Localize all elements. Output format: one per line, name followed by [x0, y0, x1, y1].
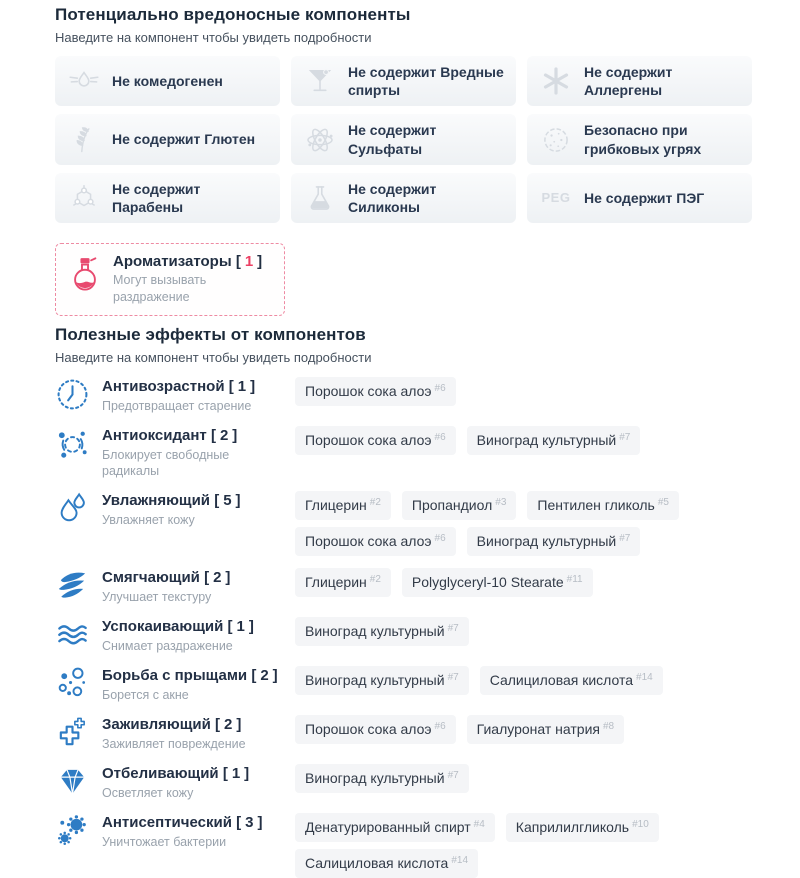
benefit-label: Увлажняющий: [102, 492, 211, 510]
benefits-section-title: Полезные эффекты от компонентов: [55, 324, 366, 344]
benefit-tags: [295, 490, 752, 556]
benefit-row: [55, 812, 752, 878]
harmful-card[interactable]: [527, 56, 752, 106]
benefit-desc: Снимает раздражение: [102, 638, 233, 653]
tag-name: Порошок сока алоэ: [305, 382, 432, 399]
benefit-count-badge: [ 3 ]: [236, 814, 263, 832]
benefit-text: [102, 714, 246, 752]
fragrance-count: 1: [244, 253, 254, 271]
tag-ref: #6: [434, 382, 446, 394]
benefit-count: 3: [245, 814, 254, 832]
benefit-count-badge: [ 1 ]: [222, 765, 250, 783]
benefit-count-badge: [ 2 ]: [251, 667, 278, 685]
ingredient-tag[interactable]: [527, 491, 679, 520]
harmful-section: [55, 5, 752, 325]
benefit-text: [102, 616, 254, 654]
tag-ref: #10: [632, 819, 649, 831]
benefit-label: Отбеливающий: [102, 765, 219, 783]
tag-name: Денатурированный спирт: [305, 819, 471, 836]
fragrance-warning-note: Могут вызывать раздражение: [113, 273, 207, 304]
fragrance-warning-body: [113, 253, 262, 306]
fragrance-warning-label: Ароматизаторы: [113, 253, 232, 271]
fragrance-warning-card[interactable]: [55, 243, 285, 316]
ingredient-tag[interactable]: [295, 715, 456, 744]
tag-ref: #7: [447, 623, 459, 635]
ingredient-tag[interactable]: [295, 764, 469, 793]
benefit-row: [55, 376, 752, 414]
benefit-count: 1: [231, 765, 241, 783]
benefit-desc: Блокирует свободные радикалы: [102, 447, 230, 478]
benefit-count-badge: [ 5 ]: [214, 492, 241, 510]
benefit-tags: [295, 376, 752, 406]
ingredient-tag[interactable]: [295, 666, 469, 695]
tag-name: Порошок сока алоэ: [305, 431, 432, 448]
harmful-card[interactable]: [55, 173, 280, 223]
benefit-desc: Увлажняет кожу: [102, 512, 195, 527]
benefit-row: [55, 567, 752, 605]
germs-gear-icon: [55, 813, 91, 849]
harmful-card[interactable]: [527, 114, 752, 164]
benefit-desc: Уничтожает бактерии: [102, 834, 227, 849]
tag-ref: #11: [566, 574, 583, 586]
benefit-label: Борьба с прыщами: [102, 667, 248, 685]
antioxidant-orbit-icon: [55, 426, 91, 462]
ingredient-tag[interactable]: [467, 715, 624, 744]
atom-icon: [303, 123, 337, 157]
tag-ref: #4: [473, 819, 485, 831]
ingredient-tag[interactable]: [295, 527, 456, 556]
benefit-count-badge: [ 2 ]: [210, 426, 238, 444]
benefit-label: Смягчающий: [102, 569, 200, 587]
ingredient-tag[interactable]: [295, 377, 456, 406]
benefit-tags: [295, 616, 752, 646]
ingredient-tag[interactable]: [480, 666, 663, 695]
benefit-info: [55, 665, 295, 703]
benefit-title: [102, 812, 262, 833]
tag-ref: #6: [434, 721, 446, 733]
benefit-title: [102, 763, 249, 784]
feather-wave-icon: [55, 568, 91, 604]
allergen-asterisk-icon: [539, 64, 573, 98]
tag-ref: #7: [447, 770, 459, 782]
tag-ref: #3: [495, 497, 507, 509]
benefit-desc: Осветляет кожу: [102, 785, 194, 800]
tag-name: Виноград культурный: [305, 672, 445, 689]
benefit-text: [102, 425, 262, 479]
tag-name: Виноград культурный: [305, 623, 445, 640]
benefit-title: [102, 490, 241, 511]
harmful-card[interactable]: [527, 173, 752, 223]
benefit-text: [102, 490, 241, 528]
card-label: Не содержит Аллергены: [584, 64, 673, 99]
benefit-label: Антисептический: [102, 814, 232, 832]
benefit-desc: Заживляет повреждение: [102, 736, 246, 751]
benefit-tags: [295, 425, 752, 455]
benefit-desc: Предотвращает старение: [102, 398, 252, 413]
benefit-tags: [295, 567, 752, 597]
ingredient-tag[interactable]: [295, 426, 456, 455]
tag-name: Салициловая кислота: [305, 855, 449, 872]
harmful-section-title: Потенциально вредоносные компоненты: [55, 5, 411, 24]
tag-name: Порошок сока алоэ: [305, 533, 432, 550]
benefit-count: 2: [219, 426, 229, 444]
harmful-cards-grid: [55, 56, 752, 223]
benefit-info: [55, 376, 295, 414]
fungal-dish-icon: [539, 123, 573, 157]
tag-name: Глицерин: [305, 574, 367, 591]
ingredient-tag[interactable]: [467, 426, 641, 455]
benefit-row: [55, 763, 752, 801]
benefit-count: 1: [236, 618, 245, 636]
benefit-count: 5: [223, 492, 232, 510]
benefits-section: [55, 325, 752, 878]
tag-name: Глицерин: [305, 497, 367, 514]
card-label: Не содержит ПЭГ: [584, 189, 705, 206]
tag-ref: #7: [619, 533, 631, 545]
peg-text: PEG: [541, 190, 571, 206]
harmful-section-subtitle: Наведите на компонент чтобы увидеть подробности: [55, 30, 372, 45]
benefit-label: Антивозрастной: [102, 377, 225, 395]
benefit-title: [102, 714, 246, 735]
harmful-card[interactable]: [55, 56, 280, 106]
benefit-info: [55, 425, 295, 479]
benefit-title: [102, 425, 262, 446]
benefit-text: [102, 567, 230, 605]
harmful-card[interactable]: [291, 114, 516, 164]
benefit-text: [102, 763, 249, 801]
benefit-tags: [295, 763, 752, 793]
benefit-desc: Борется с акне: [102, 687, 189, 702]
martini-glass-icon: [303, 64, 337, 98]
benefit-count: 1: [237, 377, 247, 395]
tag-name: Виноград культурный: [476, 431, 617, 448]
benefit-info: [55, 490, 295, 528]
tag-ref: #6: [434, 533, 446, 545]
fragrance-warning-title: [113, 253, 262, 270]
ingredient-tag[interactable]: [295, 491, 391, 520]
peg-text-icon: [539, 181, 573, 215]
tag-name: Пропандиол: [411, 497, 493, 514]
benefit-count: 2: [223, 716, 233, 734]
card-label: Безопасно при грибковых угрях: [584, 122, 702, 157]
benefit-count-badge: [ 1 ]: [228, 377, 256, 395]
benefit-info: [55, 714, 295, 752]
tag-name: Пентилен гликоль: [537, 497, 655, 514]
calm-waves-icon: [55, 617, 91, 653]
benefit-text: [102, 376, 255, 414]
tag-ref: #2: [369, 574, 381, 586]
card-label: Не содержит Сульфаты: [348, 122, 437, 157]
benefit-info: [55, 812, 295, 850]
benefit-info: [55, 763, 295, 801]
ingredient-tag[interactable]: [506, 813, 659, 842]
benefit-count-badge: [ 2 ]: [214, 716, 242, 734]
diamond-icon: [55, 764, 91, 800]
benefit-info: [55, 567, 295, 605]
bubbles-icon: [55, 666, 91, 702]
tag-name: Порошок сока алоэ: [305, 721, 432, 738]
clock-icon: [55, 377, 91, 413]
benefit-row: [55, 490, 752, 556]
benefit-row: [55, 616, 752, 654]
ingredient-tag[interactable]: [295, 849, 478, 878]
benefit-label: Антиоксидант: [102, 426, 207, 444]
tag-ref: #7: [619, 431, 631, 443]
benefit-text: [102, 665, 278, 703]
ingredient-tag[interactable]: [295, 617, 469, 646]
benefit-label: Успокаивающий: [102, 618, 224, 636]
tag-ref: #8: [602, 721, 615, 733]
card-label: Не содержит Парабены: [112, 180, 201, 215]
ingredient-tag[interactable]: [295, 568, 391, 597]
benefit-info: [55, 616, 295, 654]
droplet-noncomedogenic-icon: [67, 64, 101, 98]
card-label: Не содержит Глютен: [112, 131, 256, 148]
card-label: Не содержит Вредные спирты: [348, 64, 504, 99]
tag-name: Каприлилгликоль: [515, 819, 630, 836]
benefit-desc: Улучшает текстуру: [102, 589, 212, 604]
benefit-label: Заживляющий: [102, 716, 211, 734]
healing-cross-icon: [55, 715, 91, 751]
tag-ref: #6: [434, 431, 446, 443]
molecule-hexagon-icon: [67, 181, 101, 215]
benefits-section-subtitle: Наведите на компонент чтобы увидеть подробности: [55, 349, 372, 365]
benefit-row: [55, 714, 752, 752]
tag-name: Виноград культурный: [305, 770, 445, 787]
benefit-count-badge: [ 1 ]: [227, 618, 254, 636]
perfume-bottle-icon: [68, 253, 102, 295]
benefit-row: [55, 665, 752, 703]
benefit-count: 2: [260, 667, 269, 685]
benefit-count-badge: [ 2 ]: [204, 569, 231, 587]
ingredient-tag[interactable]: [402, 568, 593, 597]
tag-ref: #5: [657, 497, 669, 509]
benefits-list: [55, 376, 752, 878]
tag-name: Салициловая кислота: [489, 672, 634, 689]
benefit-count: 2: [213, 569, 222, 587]
benefit-title: [102, 567, 230, 588]
ingredient-tag[interactable]: [467, 527, 641, 556]
benefit-text: [102, 812, 262, 850]
tag-ref: #2: [369, 497, 381, 509]
harmful-card[interactable]: [291, 173, 516, 223]
tag-name: Виноград культурный: [476, 533, 617, 550]
benefit-title: [102, 665, 278, 686]
benefit-title: [102, 376, 255, 397]
tag-name: Гиалуронат натрия: [476, 721, 600, 738]
benefit-tags: [295, 812, 752, 878]
card-label: Не комедогенен: [112, 73, 223, 90]
wheat-icon: [67, 123, 101, 157]
benefit-tags: [295, 665, 752, 695]
water-drops-icon: [55, 491, 91, 527]
flask-icon: [303, 181, 337, 215]
ingredient-tag[interactable]: [402, 491, 517, 520]
harmful-card[interactable]: [291, 56, 516, 106]
ingredient-tag[interactable]: [295, 813, 495, 842]
tag-name: Polyglyceryl-10 Stearate: [411, 574, 564, 591]
tag-ref: #14: [636, 672, 653, 684]
benefit-title: [102, 616, 254, 637]
tag-ref: #7: [447, 672, 459, 684]
benefit-tags: [295, 714, 752, 744]
tag-ref: #14: [451, 855, 469, 867]
benefit-row: [55, 425, 752, 479]
harmful-card[interactable]: [55, 114, 280, 164]
fragrance-count-badge: [ 1 ]: [235, 253, 263, 271]
card-label: Не содержит Силиконы: [348, 180, 437, 215]
